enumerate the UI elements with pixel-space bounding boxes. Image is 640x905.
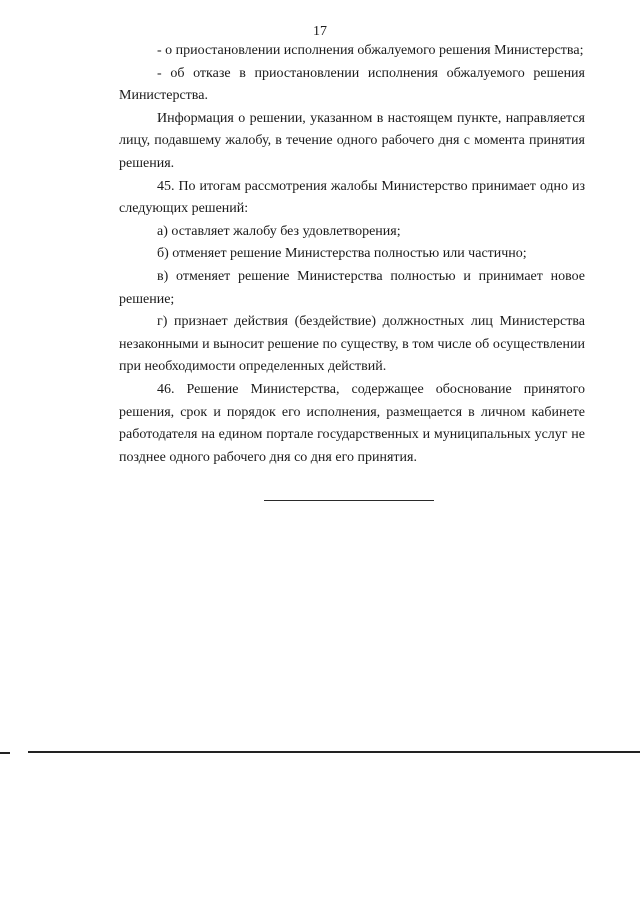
paragraph-suspension: - о приостановлении исполнения обжалуемого решения Министерства; (157, 43, 584, 58)
paragraph-45-v: в) отменяет решение Министерства полностью и принимает новое решение; (119, 268, 585, 307)
paragraph-45-a: а) оставляет жалобу без удовлетворения; (157, 223, 401, 239)
paragraph-45-g: г) признает действия (бездействие) должностных лиц Министерства незаконными и выносит решение по существу, в том числе об осуществлении при необходимости определенных действий. (119, 314, 585, 375)
paragraph-45: 45. По итогам рассмотрения жалобы Министерство принимает одно из следующих решений: (119, 178, 585, 217)
paragraph-46: 46. Решение Министерства, содержащее обоснование принятого решения, срок и порядок его исполнения, размещается в личном кабинете работодателя на едином портале государственных и муниципальных услуг не позднее одного рабочего дня со дня его принятия. (119, 381, 585, 465)
end-separator-line (264, 500, 434, 501)
page-number: 17 (313, 24, 327, 39)
paragraph-45-b: б) отменяет решение Министерства полностью или частично; (157, 246, 527, 262)
scan-edge-line (28, 751, 640, 753)
document-body (119, 40, 585, 469)
paragraph-refusal: - об отказе в приостановлении исполнения обжалуемого решения Министерства. (119, 65, 585, 104)
scan-edge-line-left (0, 752, 10, 754)
paragraph-information: Информация о решении, указанном в настоящем пункте, направляется лицу, подавшему жалобу, в течение одного рабочего дня с момента принятия решения. (119, 110, 585, 171)
